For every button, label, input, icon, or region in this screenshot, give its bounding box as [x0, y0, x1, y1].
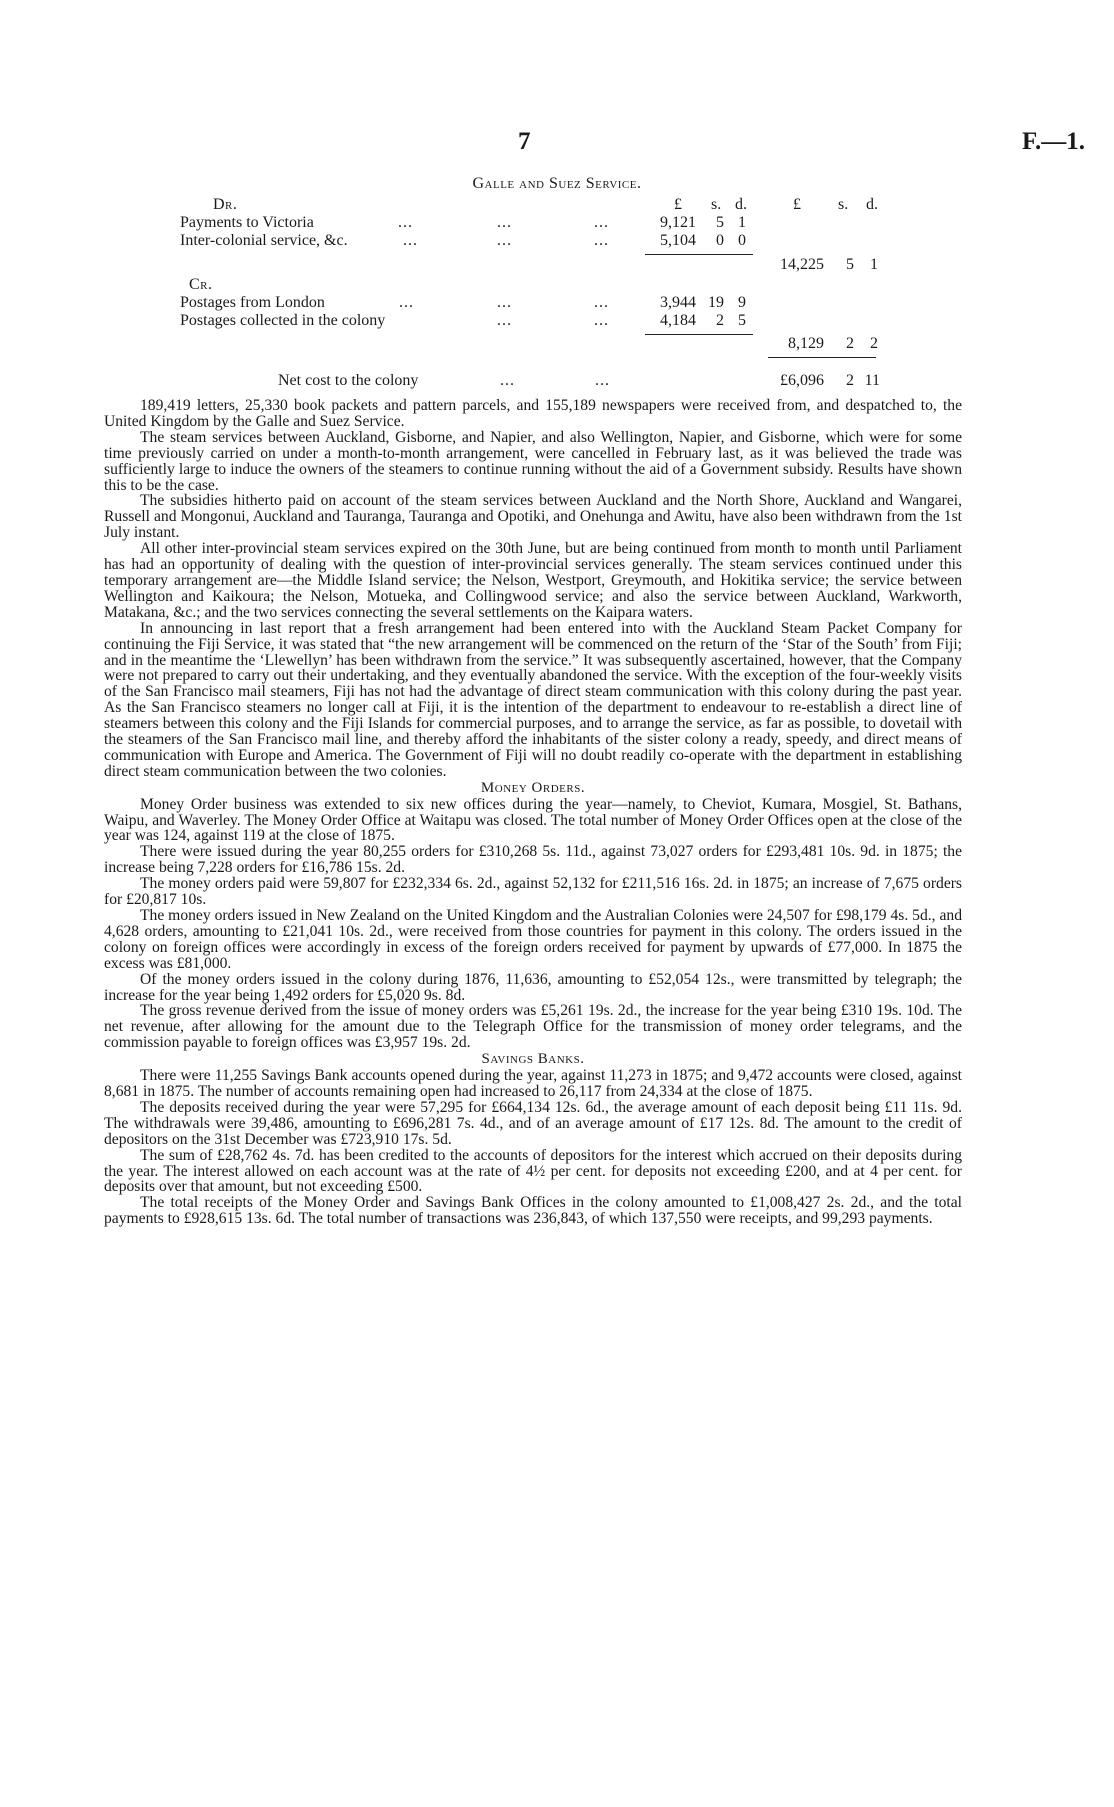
net-pounds: £6,096: [780, 372, 824, 389]
col-header-pence-total: d.: [866, 196, 878, 213]
total-pounds: 8,129: [788, 335, 824, 352]
paragraph: 189,419 letters, 25,330 book packets and pattern parcels, and 155,189 newspapers were received from, and despatched to, the United Kingdom by the Galle and Suez Service.: [104, 397, 962, 430]
report-body: [104, 398, 962, 1227]
amount-pence: 0: [738, 232, 746, 249]
leader-dots: ...: [497, 312, 512, 329]
paragraph: The sum of £28,762 4s. 7d. has been credited to the accounts of depositors for the interest which accrued on their deposits during the year. The interest allowed on each account was at the rate of 4½ per cent. for deposits not exceeding £200, and at 4 per cent. for deposits over that amount, but not exceeding £500.: [104, 1146, 962, 1196]
amount-pence: 9: [738, 294, 746, 311]
subtotal-rule: [645, 334, 753, 335]
cr-label: Cr.: [189, 276, 213, 293]
leader-dots: ...: [594, 312, 609, 329]
leader-dots: ...: [594, 294, 609, 311]
leader-dots: ...: [403, 232, 418, 249]
total-shillings: 2: [846, 335, 854, 352]
col-header-shillings-total: s.: [838, 196, 849, 213]
col-header-pound-total: £: [793, 196, 801, 213]
paragraph: In announcing in last report that a fresh arrangement had been entered into with the Auckland Steam Packet Company for continuing the Fiji Service, it was stated that “the new arrangement will be commenced on the return of the ‘Star of the South’ from Fiji; and in the meantime the ‘Llewellyn’ has been withdrawn from the service.” It was subsequently ascertained, however, that the Company were not prepared to carry out their undertaking, and they eventually abandoned the service. With the exception of the four-weekly visits of the San Francisco mail steamers, Fiji has not had the advantage of direct steam communication with this colony during the past year. As the San Francisco steamers no longer call at Fiji, it is the intention of the department to endeavour to re-establish a direct line of steamers between this colony and the Fiji Islands for commercial purposes, and to arrange the service, as far as possible, to dovetail with the steamers of the San Francisco mail line, and thereby afford the inhabitants of the sister colony a ready, speedy, and direct means of communication with Europe and America. The Government of Fiji will no doubt readily co-operate with the department in establishing direct steam communication between the two colonies.: [104, 619, 962, 780]
page-reference: F.—1.: [1022, 128, 1085, 155]
amount-shillings: 0: [716, 232, 724, 249]
total-shillings: 5: [846, 256, 854, 273]
amount-shillings: 19: [708, 294, 724, 311]
net-shillings: 2: [846, 372, 854, 389]
leader-dots: ...: [595, 372, 610, 389]
paragraph: There were 11,255 Savings Bank accounts opened during the year, against 11,273 in 1875; and 9,472 accounts were closed, against 8,681 in 1875. The number of accounts remaining open had increased to 26,117 from 24,334 at the close of 1875.: [104, 1067, 962, 1100]
amount-pounds: 4,184: [660, 312, 696, 329]
amount-pence: 5: [738, 312, 746, 329]
galle-account-table: [0, 0, 1114, 400]
amount-shillings: 2: [716, 312, 724, 329]
amount-pounds: 5,104: [660, 232, 696, 249]
paragraph: The money orders issued in New Zealand on the United Kingdom and the Australian Colonies were 24,507 for £98,179 4s. 5d., and 4,628 orders, amounting to £21,041 10s. 2d., were received from those countries for payment in this colony. The orders issued in the colony on foreign offices were accordingly in excess of the foreign orders received for payment by upwards of £77,000. In 1875 the excess was £81,000.: [104, 907, 962, 972]
net-cost-label: Net cost to the colony: [278, 372, 419, 389]
total-rule: [768, 357, 876, 358]
paragraph: The money orders paid were 59,807 for £232,334 6s. 2d., against 52,132 for £211,516 16s. 2d. in 1875; an increase of 7,675 orders for £20,817 10s.: [104, 875, 962, 909]
leader-dots: ...: [594, 232, 609, 249]
paragraph: The subsidies hitherto paid on account of the steam services between Auckland and the North Shore, Auckland and Wangarei, Russell and Mongonui, Auckland and Tauranga, Tauranga and Opotiki, and Onehunga and Awitu, have also been withdrawn from the 1st July instant.: [104, 492, 962, 542]
section-heading: Savings Banks.: [481, 1051, 585, 1068]
total-pence: 2: [870, 335, 878, 352]
account-label: Postages from London: [180, 294, 325, 311]
paragraph: The deposits received during the year were 57,295 for £664,134 12s. 6d., the average amount of each deposit being £11 11s. 9d. The withdrawals were 39,486, amounting to £696,281 7s. 4d., and of an average amount of £17 12s. 8d. The amount to the credit of depositors on the 31st December was £723,910 17s. 5d.: [104, 1098, 962, 1148]
leader-dots: ...: [497, 214, 512, 231]
leader-dots: ...: [398, 214, 413, 231]
paragraph: The total receipts of the Money Order and Savings Bank Offices in the colony amounted to £1,008,427 2s. 2d., and the total payments to £928,615 13s. 6d. The total number of transactions was 236,843, of which 137,550 were receipts, and 99,293 payments.: [104, 1194, 962, 1228]
paragraph: The gross revenue derived from the issue of money orders was £5,261 19s. 2d., the increase for the year being £310 19s. 10d. The net revenue, after allowing for the amount due to the Telegraph Office for the transmission of money order telegrams, and the commission payable to foreign offices was £3,957 19s. 2d.: [104, 1002, 962, 1052]
section-heading: Money Orders.: [480, 779, 586, 796]
amount-pence: 1: [738, 214, 746, 231]
paragraph: There were issued during the year 80,255 orders for £310,268 5s. 11d., against 73,027 orders for £293,481 10s. 9d. in 1875; the increase being 7,228 orders for £16,786 15s. 2d.: [104, 843, 962, 877]
paragraph: The steam services between Auckland, Gisborne, and Napier, and also Wellington, Napier, and Gisborne, which were for some time previously carried on under a month-to-month arrangement, were cancelled in February last, as it was believed the trade was sufficiently large to induce the owners of the steamers to continue running without the aid of a Government subsidy. Results have shown this to be the case.: [104, 428, 962, 494]
account-label: Inter-colonial service, &c.: [180, 232, 348, 249]
leader-dots: ...: [497, 232, 512, 249]
col-header-shillings: s.: [711, 196, 722, 213]
amount-pounds: 3,944: [660, 294, 696, 311]
amount-shillings: 5: [716, 214, 724, 231]
account-label: Payments to Victoria: [180, 214, 314, 231]
dr-label: Dr.: [213, 196, 238, 213]
total-pounds: 14,225: [780, 256, 824, 273]
subtotal-rule: [645, 254, 753, 255]
page-number: 7: [518, 128, 531, 155]
total-pence: 1: [870, 256, 878, 273]
account-label: Postages collected in the colony: [180, 312, 386, 329]
paragraph: Of the money orders issued in the colony during 1876, 11,636, amounting to £52,054 12s., were transmitted by telegraph; the increase for the year being 1,492 orders for £5,020 9s. 8d.: [104, 970, 962, 1004]
paragraph: All other inter-provincial steam services expired on the 30th June, but are being continued from month to month until Parliament has had an opportunity of dealing with the question of inter-provincial services generally. The steam services continued under this temporary arrangement are—the Middle Island service; the Nelson, Westport, Greymouth, and Hokitika service; the service between Wellington and Kaikoura; the Nelson, Motueka, and Collingwood service; and also the service between Auckland, Warkworth, Matakana, &c.; and the two services connecting the several settlements on the Kaipara waters.: [104, 540, 962, 621]
leader-dots: ...: [500, 372, 515, 389]
leader-dots: ...: [594, 214, 609, 231]
leader-dots: ...: [399, 294, 414, 311]
net-pence: 11: [864, 372, 880, 389]
paragraph: Money Order business was extended to six new offices during the year—namely, to Cheviot, Kumara, Mosgiel, St. Bathans, Waipu, and Waverley. The Money Order Office at Waitapu was closed. The total number of Money Order Offices open at the close of the year was 124, against 119 at the close of 1875.: [104, 795, 962, 845]
amount-pounds: 9,121: [660, 214, 696, 231]
col-header-pence: d.: [735, 196, 747, 213]
col-header-pound: £: [674, 196, 682, 213]
leader-dots: ...: [497, 294, 512, 311]
section-heading-galle: Galle and Suez Service.: [472, 175, 642, 192]
